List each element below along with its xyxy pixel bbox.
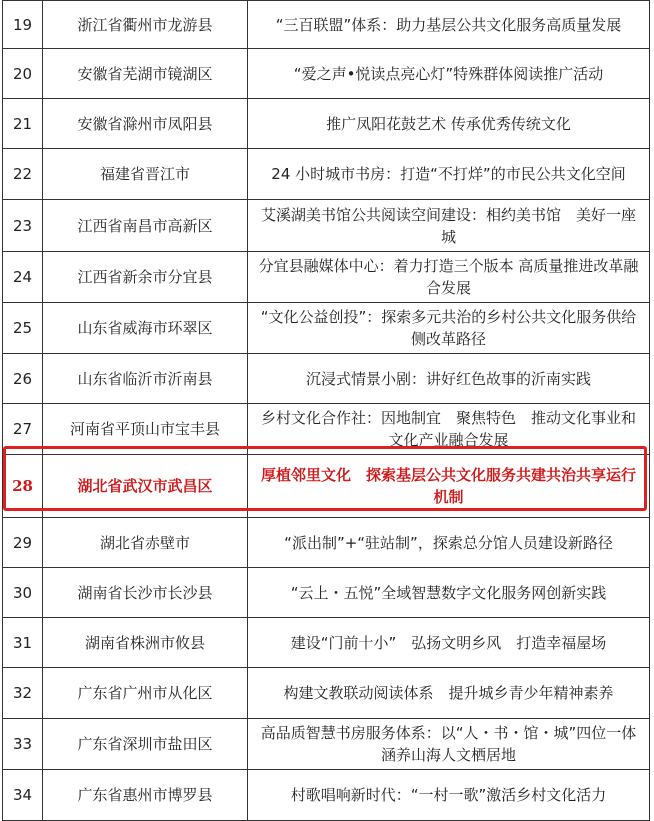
row-description: 乡村文化合作社：因地制宜 聚焦特色 推动文化事业和文化产业融合发展 bbox=[248, 404, 650, 455]
row-description: 沉浸式情景小剧：讲好红色故事的沂南实践 bbox=[248, 354, 650, 404]
row-number: 29 bbox=[3, 518, 43, 568]
table-row bbox=[3, 568, 650, 618]
row-place: 安徽省滁州市凤阳县 bbox=[43, 99, 248, 149]
row-description: 建设“门前十小” 弘扬文明乡风 打造幸福屋场 bbox=[248, 618, 650, 668]
table-row bbox=[3, 518, 650, 568]
row-description: “文化公益创投”：探索多元共治的乡村公共文化服务供给侧改革路径 bbox=[248, 303, 650, 354]
row-place: 湖北省赤壁市 bbox=[43, 518, 248, 568]
row-description: 艾溪湖美书馆公共阅读空间建设：相约美书馆 美好一座城 bbox=[248, 200, 650, 252]
row-place: 浙江省衢州市龙游县 bbox=[43, 1, 248, 49]
row-description: 推广凤阳花鼓艺术 传承优秀传统文化 bbox=[248, 99, 650, 149]
table-row bbox=[3, 770, 650, 821]
table-row bbox=[3, 668, 650, 719]
row-description: “云上・五悦”全域智慧数字文化服务网创新实践 bbox=[248, 568, 650, 618]
row-place: 江西省南昌市高新区 bbox=[43, 200, 248, 252]
table-row bbox=[3, 252, 650, 303]
row-number: 33 bbox=[3, 719, 43, 770]
row-number: 22 bbox=[3, 149, 43, 200]
row-number: 23 bbox=[3, 200, 43, 252]
row-number: 19 bbox=[3, 1, 43, 49]
row-description: 构建文教联动阅读体系 提升城乡青少年精神素养 bbox=[248, 668, 650, 719]
table-row bbox=[3, 200, 650, 252]
table-row bbox=[3, 618, 650, 668]
row-number: 30 bbox=[3, 568, 43, 618]
row-place: 广东省惠州市博罗县 bbox=[43, 770, 248, 821]
table-row bbox=[3, 99, 650, 149]
table-row bbox=[3, 354, 650, 404]
row-place: 山东省临沂市沂南县 bbox=[43, 354, 248, 404]
table-row bbox=[3, 455, 650, 518]
row-number: 31 bbox=[3, 618, 43, 668]
table-row bbox=[3, 303, 650, 354]
row-description: 村歌唱响新时代：“一村一歌”激活乡村文化活力 bbox=[248, 770, 650, 821]
row-place: 湖北省武汉市武昌区 bbox=[43, 455, 248, 518]
row-number: 25 bbox=[3, 303, 43, 354]
table-row bbox=[3, 719, 650, 770]
row-description: 厚植邻里文化 探索基层公共文化服务共建共治共享运行机制 bbox=[248, 455, 650, 518]
table-row bbox=[3, 49, 650, 99]
row-description: “爱之声•悦读点亮心灯”特殊群体阅读推广活动 bbox=[248, 49, 650, 99]
row-description: “派出制”+“驻站制”，探索总分馆人员建设新路径 bbox=[248, 518, 650, 568]
table-row bbox=[3, 149, 650, 200]
row-number: 27 bbox=[3, 404, 43, 455]
row-number: 26 bbox=[3, 354, 43, 404]
row-description: “三百联盟”体系：助力基层公共文化服务高质量发展 bbox=[248, 1, 650, 49]
row-description: 24 小时城市书房：打造“不打烊”的市民公共文化空间 bbox=[248, 149, 650, 200]
row-number: 34 bbox=[3, 770, 43, 821]
row-place: 安徽省芜湖市镜湖区 bbox=[43, 49, 248, 99]
cases-table bbox=[2, 0, 650, 821]
row-number: 28 bbox=[3, 455, 43, 518]
row-place: 湖南省株洲市攸县 bbox=[43, 618, 248, 668]
row-number: 32 bbox=[3, 668, 43, 719]
table-row bbox=[3, 1, 650, 49]
row-place: 福建省晋江市 bbox=[43, 149, 248, 200]
row-place: 山东省威海市环翠区 bbox=[43, 303, 248, 354]
row-description: 高品质智慧书房服务体系：以“人・书・馆・城”四位一体涵养山海人文栖居地 bbox=[248, 719, 650, 770]
row-number: 20 bbox=[3, 49, 43, 99]
row-number: 24 bbox=[3, 252, 43, 303]
row-place: 河南省平顶山市宝丰县 bbox=[43, 404, 248, 455]
row-place: 广东省深圳市盐田区 bbox=[43, 719, 248, 770]
row-number: 21 bbox=[3, 99, 43, 149]
row-place: 江西省新余市分宜县 bbox=[43, 252, 248, 303]
table-row bbox=[3, 404, 650, 455]
row-description: 分宜县融媒体中心：着力打造三个版本 高质量推进改革融合发展 bbox=[248, 252, 650, 303]
row-place: 广东省广州市从化区 bbox=[43, 668, 248, 719]
row-place: 湖南省长沙市长沙县 bbox=[43, 568, 248, 618]
table-body bbox=[3, 1, 650, 821]
